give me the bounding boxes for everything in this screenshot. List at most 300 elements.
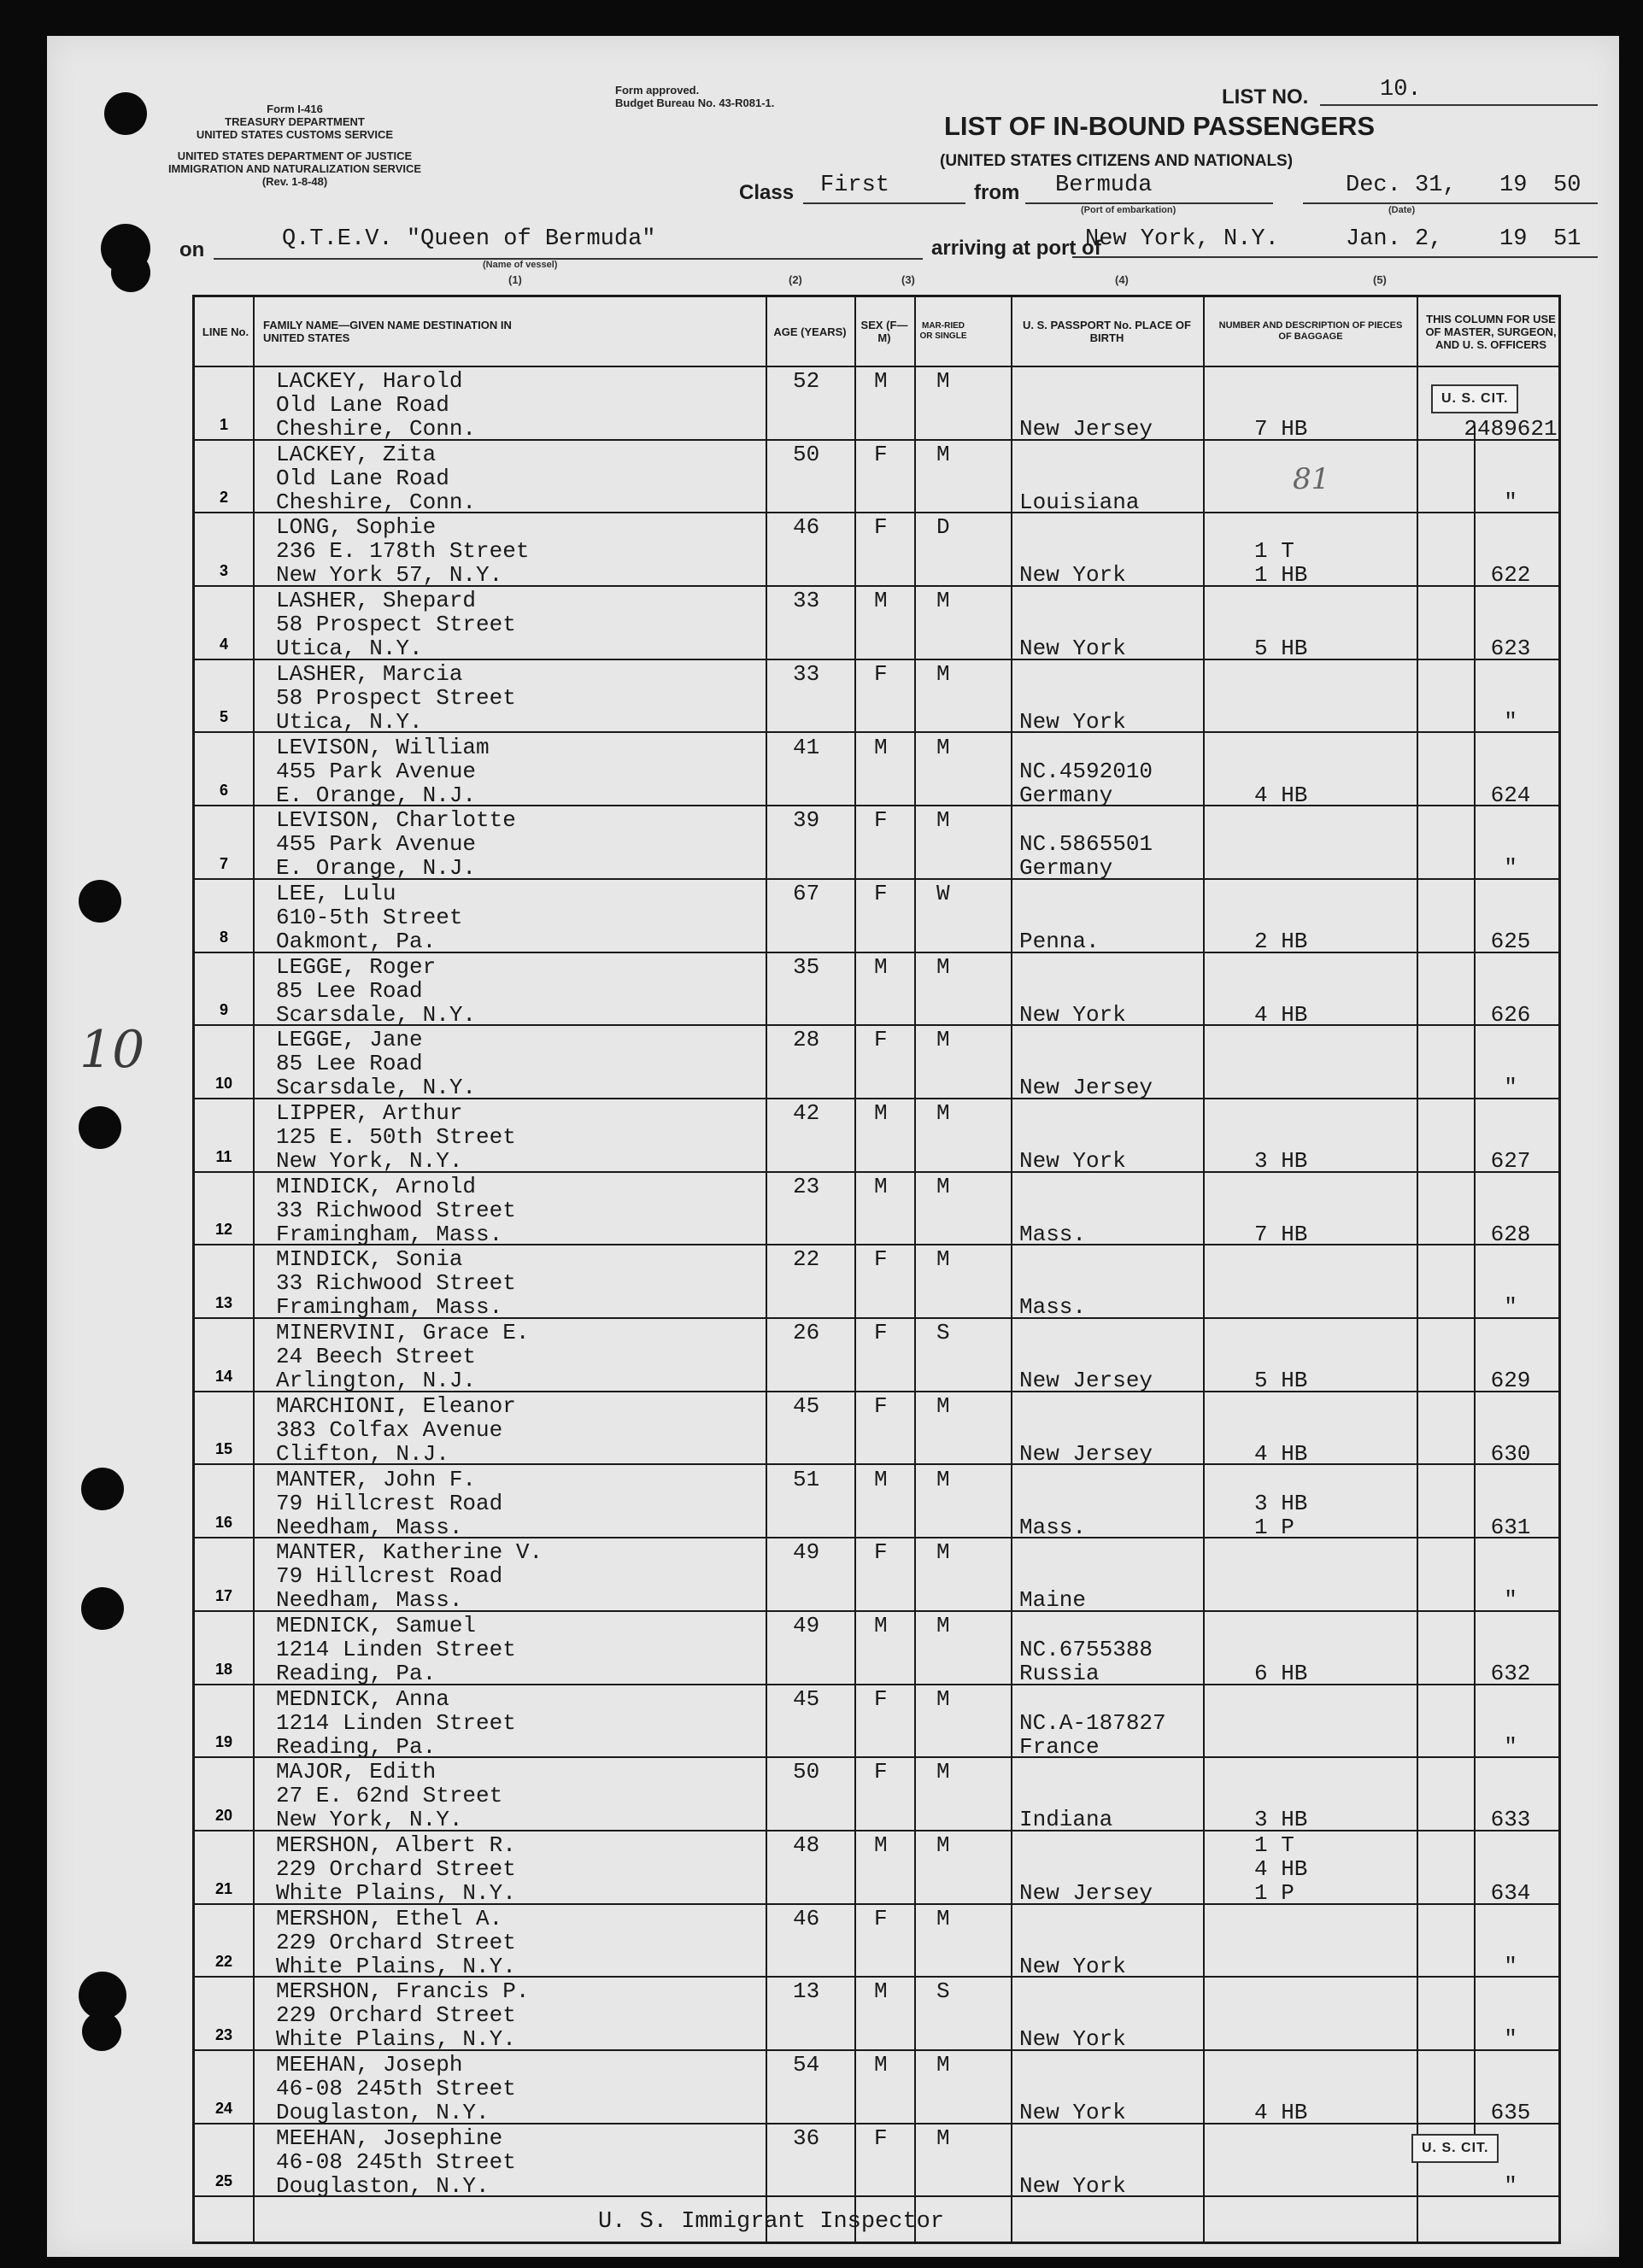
place-of-birth: New Jersey (1019, 1368, 1153, 1394)
col-married: MAR-RIED OR SINGLE (919, 321, 967, 341)
baggage-line-3: 5 HB (1254, 1368, 1308, 1394)
passenger-sex: M (874, 1978, 888, 2005)
vessel-name: Q.T.E.V. "Queen of Bermuda" (282, 226, 656, 252)
justice-block (150, 149, 440, 188)
col-passport: U. S. PASSPORT No. PLACE OF BIRTH (1023, 319, 1191, 344)
place-of-birth: New Jersey (1019, 1075, 1153, 1101)
passenger-address: 58 Prospect Street (276, 612, 516, 638)
passenger-sex: F (874, 1027, 888, 1053)
baggage-line-3: 5 HB (1254, 636, 1308, 662)
passenger-name: MEEHAN, Josephine (276, 2124, 503, 2151)
col-number-5: (5) (1373, 273, 1387, 286)
officer-number: " (1504, 1587, 1517, 1614)
line-number: 19 (214, 1733, 233, 1751)
passenger-address: 455 Park Avenue (276, 831, 477, 858)
passenger-row (195, 806, 1558, 880)
passenger-address: 610-5th Street (276, 904, 463, 930)
passenger-age: 49 (793, 1612, 820, 1638)
passenger-city: Cheshire, Conn. (276, 416, 477, 442)
line-number: 20 (214, 1806, 233, 1824)
vessel-caption: (Name of vessel) (483, 260, 558, 270)
marital-status: M (936, 1246, 950, 1273)
on-label: on (179, 238, 205, 261)
passenger-sex: F (874, 880, 888, 906)
passenger-address: 24 Beech Street (276, 1344, 477, 1370)
passport-number: NC.6755388 (1019, 1636, 1153, 1662)
passenger-city: Cheshire, Conn. (276, 489, 477, 515)
line-number: 24 (214, 2099, 233, 2117)
passenger-age: 46 (793, 1905, 820, 1931)
passenger-address: 33 Richwood Street (276, 1270, 516, 1297)
place-of-birth: Mass. (1019, 1221, 1087, 1247)
passenger-row (195, 1758, 1558, 1831)
passenger-sex: M (874, 1466, 888, 1492)
passenger-city: Needham, Mass. (276, 1587, 463, 1614)
place-of-birth: France (1019, 1733, 1100, 1760)
officer-number: 633 (1490, 1807, 1531, 1833)
passenger-address: 1214 Linden Street (276, 1636, 516, 1662)
passenger-name: MERSHON, Ethel A. (276, 1905, 503, 1931)
line-number: 14 (214, 1367, 233, 1385)
place-of-birth: New York (1019, 708, 1126, 735)
passport-number: NC.5865501 (1019, 831, 1153, 858)
passenger-row (195, 660, 1558, 734)
line-number: 16 (214, 1514, 233, 1532)
passenger-sex: M (874, 1173, 888, 1199)
passenger-address: 229 Orchard Street (276, 1929, 516, 1955)
baggage-line-2: 3 HB (1254, 1490, 1308, 1516)
passenger-address: 79 Hillcrest Road (276, 1563, 503, 1590)
binder-hole-1 (104, 92, 147, 135)
officer-number: " (1504, 2026, 1517, 2053)
passenger-row (195, 1831, 1558, 1905)
passenger-city: Douglaston, N.Y. (276, 2100, 490, 2126)
passenger-address: 1214 Linden Street (276, 1709, 516, 1736)
passenger-age: 52 (793, 368, 820, 394)
passenger-row (195, 1685, 1558, 1759)
officer-number: 625 (1490, 928, 1531, 954)
place-of-birth: Indiana (1019, 1807, 1113, 1833)
passenger-age: 50 (793, 1759, 820, 1785)
marital-status: M (936, 1612, 950, 1638)
binder-hole-9 (82, 2012, 121, 2051)
passenger-row (195, 1538, 1558, 1612)
line-number: 11 (215, 1147, 232, 1165)
passenger-sex: F (874, 807, 888, 834)
passenger-sex: M (874, 734, 888, 760)
passenger-table (192, 295, 1561, 2244)
passenger-age: 54 (793, 2052, 820, 2078)
passenger-age: 26 (793, 1320, 820, 1346)
class-label: Class (739, 181, 795, 204)
marital-status: S (936, 1978, 950, 2005)
budget-block (615, 84, 837, 109)
line-number: 18 (214, 1660, 233, 1678)
from-label: from (974, 181, 1020, 204)
passenger-sex: M (874, 588, 888, 614)
passenger-sex: F (874, 1685, 888, 1712)
line-number: 17 (214, 1586, 233, 1604)
passenger-age: 67 (793, 880, 820, 906)
passenger-age: 51 (793, 1466, 820, 1492)
passenger-row (195, 1905, 1558, 1978)
marital-status: M (936, 2052, 950, 2078)
baggage-line-1: 1 T (1254, 1832, 1294, 1858)
baggage-line-2: 4 HB (1254, 1856, 1308, 1882)
officer-number: " (1504, 2172, 1517, 2199)
place-of-birth: New Jersey (1019, 1440, 1153, 1467)
place-of-birth: Germany (1019, 782, 1113, 808)
passenger-sex: F (874, 1320, 888, 1346)
passenger-row (195, 880, 1558, 953)
passenger-age: 35 (793, 953, 820, 980)
officer-number: 630 (1490, 1440, 1531, 1467)
passenger-age: 45 (793, 1392, 820, 1419)
line-number: 8 (219, 928, 228, 946)
passenger-sex: M (874, 368, 888, 394)
baggage-line-3: 6 HB (1254, 1660, 1308, 1686)
passenger-sex: M (874, 1832, 888, 1858)
passenger-city: Clifton, N.J. (276, 1440, 449, 1467)
passenger-name: MANTER, Katherine V. (276, 1539, 543, 1566)
baggage-line-3: 4 HB (1254, 1440, 1308, 1467)
passenger-age: 33 (793, 660, 820, 687)
line-number: 25 (214, 2172, 233, 2190)
passenger-name: MANTER, John F. (276, 1466, 477, 1492)
marital-status: M (936, 734, 950, 760)
justice-dept: UNITED STATES DEPARTMENT OF JUSTICE (177, 149, 413, 162)
line-number: 21 (214, 1879, 233, 1897)
form-number: Form I-416 (267, 103, 323, 115)
passenger-city: White Plains, N.Y. (276, 1953, 516, 1979)
line-number: 23 (214, 2026, 233, 2044)
passenger-row (195, 587, 1558, 660)
form-agency-block (158, 103, 431, 141)
line-number: 12 (214, 1221, 233, 1239)
passenger-age: 50 (793, 441, 820, 467)
officer-number: 2489621 (1464, 416, 1558, 442)
marital-status: M (936, 2124, 950, 2151)
passenger-address: 229 Orchard Street (276, 2002, 516, 2029)
officer-number: 632 (1490, 1660, 1531, 1686)
passenger-address: 46-08 245th Street (276, 2148, 516, 2175)
passenger-name: LASHER, Shepard (276, 588, 477, 614)
passenger-row (195, 367, 1558, 441)
place-of-birth: New Jersey (1019, 416, 1153, 442)
col-number-1: (1) (508, 273, 522, 286)
officer-number: " (1504, 489, 1517, 515)
officer-number: 623 (1490, 636, 1531, 662)
arrival-line (1072, 256, 1598, 258)
date-line (1303, 202, 1598, 204)
col-officers: THIS COLUMN FOR USE OF MASTER, SURGEON, AND U. S. OFFICERS (1425, 312, 1557, 351)
place-of-birth: New York (1019, 1953, 1126, 1979)
line-number: 3 (219, 562, 228, 580)
page-subtitle: (UNITED STATES CITIZENS AND NATIONALS) (940, 152, 1294, 170)
passenger-name: LEVISON, William (276, 734, 490, 760)
passenger-name: LACKEY, Harold (276, 368, 463, 394)
officer-number: 628 (1490, 1221, 1531, 1247)
passenger-address: Old Lane Road (276, 465, 449, 491)
passenger-row (195, 513, 1558, 587)
place-of-birth: Mass. (1019, 1514, 1087, 1540)
passenger-city: E. Orange, N.J. (276, 782, 477, 808)
passenger-name: MARCHIONI, Eleanor (276, 1392, 516, 1419)
passenger-city: Reading, Pa. (276, 1660, 437, 1686)
passenger-row (195, 1319, 1558, 1392)
marital-status: M (936, 368, 950, 394)
officer-note-81: 81 (1293, 462, 1330, 496)
passenger-address: 33 Richwood Street (276, 1197, 516, 1223)
marital-status: M (936, 1759, 950, 1785)
marital-status: M (936, 1173, 950, 1199)
binder-hole-7 (81, 1587, 124, 1630)
passenger-age: 22 (793, 1246, 820, 1273)
passenger-name: MERSHON, Albert R. (276, 1832, 516, 1858)
us-citizen-stamp-bottom: U. S. CIT. (1411, 2134, 1499, 2163)
binder-hole-4 (79, 880, 121, 923)
arrival-nineteen: 19 (1499, 226, 1528, 252)
binder-hole-3 (111, 253, 150, 292)
line-number: 7 (219, 854, 228, 872)
arrival-year: 51 (1553, 226, 1581, 252)
class-line (803, 202, 965, 204)
passenger-address: 236 E. 178th Street (276, 538, 530, 565)
passport-number: NC.4592010 (1019, 758, 1153, 784)
passenger-row (195, 1026, 1558, 1099)
line-number: 22 (214, 1953, 233, 1971)
passenger-row (195, 441, 1558, 514)
marital-status: M (936, 1100, 950, 1126)
passenger-name: LEE, Lulu (276, 880, 396, 906)
passenger-name: LASHER, Marcia (276, 660, 463, 687)
passenger-row (195, 953, 1558, 1027)
passenger-address: 85 Lee Road (276, 1051, 423, 1077)
col-sex: SEX (F—M) (860, 319, 908, 344)
passenger-row (195, 1612, 1558, 1685)
passenger-city: Oakmont, Pa. (276, 928, 437, 954)
passenger-city: White Plains, N.Y. (276, 1880, 516, 1906)
passenger-age: 45 (793, 1685, 820, 1712)
passenger-sex: F (874, 2124, 888, 2151)
date-nineteen: 19 (1499, 173, 1528, 198)
passenger-row (195, 1392, 1558, 1466)
arrival-date: Jan. 2, (1346, 226, 1443, 252)
line-number: 5 (219, 708, 228, 726)
passenger-city: E. Orange, N.J. (276, 855, 477, 882)
col-name: FAMILY NAME—GIVEN NAME DESTINATION IN UNITED STATES (263, 319, 512, 344)
place-of-birth: New York (1019, 562, 1126, 589)
binder-hole-5 (79, 1106, 121, 1149)
date-year: 50 (1553, 173, 1581, 198)
passenger-address: 58 Prospect Street (276, 684, 516, 711)
officer-number: 627 (1490, 1148, 1531, 1174)
marital-status: M (936, 660, 950, 687)
baggage-line-2: 1 T (1254, 538, 1294, 565)
officer-number: 624 (1490, 782, 1531, 808)
baggage-line-3: 7 HB (1254, 1221, 1308, 1247)
vessel-line (214, 258, 923, 260)
marital-status: M (936, 441, 950, 467)
line-number: 10 (214, 1074, 233, 1092)
line-number: 13 (214, 1294, 233, 1312)
place-of-birth: New York (1019, 1148, 1126, 1174)
passenger-sex: M (874, 1100, 888, 1126)
passenger-row (195, 1466, 1558, 1539)
place-of-birth: Russia (1019, 1660, 1100, 1686)
baggage-line-3: 1 HB (1254, 562, 1308, 589)
from-line (1025, 202, 1273, 204)
passenger-name: MINDICK, Sonia (276, 1246, 463, 1273)
passenger-sex: M (874, 2052, 888, 2078)
passenger-age: 39 (793, 807, 820, 834)
passport-number: NC.A-187827 (1019, 1709, 1166, 1736)
place-of-birth: Penna. (1019, 928, 1100, 954)
place-of-birth: Louisiana (1019, 489, 1140, 515)
baggage-line-3: 3 HB (1254, 1807, 1308, 1833)
col-number-2: (2) (789, 273, 802, 286)
passenger-city: Framingham, Mass. (276, 1294, 503, 1321)
passenger-sex: F (874, 1246, 888, 1273)
arrival-port: New York, N.Y. (1085, 226, 1279, 252)
officer-number: " (1504, 855, 1517, 882)
line-number: 2 (219, 489, 228, 507)
line-number: 15 (214, 1440, 233, 1458)
col-baggage: NUMBER AND DESCRIPTION OF PIECES OF BAGGAGE (1218, 320, 1403, 342)
passenger-row (195, 2051, 1558, 2124)
list-no-line (1320, 104, 1598, 106)
passenger-address: 79 Hillcrest Road (276, 1490, 503, 1516)
passenger-sex: F (874, 1539, 888, 1566)
passenger-sex: F (874, 1905, 888, 1931)
passenger-city: Utica, N.Y. (276, 708, 423, 735)
marital-status: W (936, 880, 950, 906)
date-value: Dec. 31, (1346, 173, 1457, 198)
port-caption: (Port of embarkation) (1081, 205, 1177, 215)
page-title: LIST OF IN-BOUND PASSENGERS (944, 111, 1376, 141)
line-number: 6 (219, 782, 228, 800)
col-number-4: (4) (1115, 273, 1129, 286)
passenger-address: 125 E. 50th Street (276, 1124, 516, 1150)
passenger-city: White Plains, N.Y. (276, 2026, 516, 2053)
place-of-birth: Maine (1019, 1587, 1087, 1614)
officer-number: " (1504, 708, 1517, 735)
col-age: AGE (YEARS) (773, 325, 847, 338)
passenger-name: MEEHAN, Joseph (276, 2052, 463, 2078)
place-of-birth: New York (1019, 2026, 1126, 2053)
passenger-age: 46 (793, 514, 820, 541)
place-of-birth: New York (1019, 2100, 1126, 2126)
officer-number: " (1504, 1733, 1517, 1760)
marital-status: M (936, 1027, 950, 1053)
passenger-row (195, 1099, 1558, 1173)
passenger-city: Douglaston, N.Y. (276, 2172, 490, 2199)
baggage-line-3: 1 P (1254, 1880, 1294, 1906)
passenger-address: 455 Park Avenue (276, 758, 477, 784)
baggage-line-3: 2 HB (1254, 928, 1308, 954)
passenger-city: Needham, Mass. (276, 1514, 463, 1540)
officer-number: " (1504, 1294, 1517, 1321)
place-of-birth: New Jersey (1019, 1880, 1153, 1906)
passenger-row (195, 2124, 1558, 2198)
from-value: Bermuda (1055, 173, 1153, 198)
ins-service: IMMIGRATION AND NATURALIZATION SERVICE (167, 162, 422, 175)
passenger-name: LEGGE, Roger (276, 953, 437, 980)
passenger-age: 33 (793, 588, 820, 614)
passenger-sex: F (874, 514, 888, 541)
passenger-age: 36 (793, 2124, 820, 2151)
place-of-birth: Mass. (1019, 1294, 1087, 1321)
passenger-age: 48 (793, 1832, 820, 1858)
form-approved: Form approved. (615, 84, 700, 97)
passenger-city: New York 57, N.Y. (276, 562, 503, 589)
marital-status: D (936, 514, 950, 541)
officer-number: 635 (1490, 2100, 1531, 2126)
officer-number: 622 (1490, 562, 1531, 589)
revision-date: (Rev. 1-8-48) (261, 175, 328, 188)
passenger-city: New York, N.Y. (276, 1807, 463, 1833)
passenger-sex: M (874, 953, 888, 980)
arriving-label: arriving at port of (931, 237, 1101, 260)
passenger-address: 229 Orchard Street (276, 1856, 516, 1882)
passenger-address: 27 E. 62nd Street (276, 1783, 503, 1809)
passenger-name: LONG, Sophie (276, 514, 437, 541)
baggage-line-3: 4 HB (1254, 1001, 1308, 1028)
col-line-no: LINE No. (202, 325, 249, 338)
passenger-name: LIPPER, Arthur (276, 1100, 463, 1126)
baggage-line-3: 1 P (1254, 1514, 1294, 1540)
passenger-sex: F (874, 1392, 888, 1419)
marital-status: M (936, 1832, 950, 1858)
passenger-city: Scarsdale, N.Y. (276, 1001, 477, 1028)
treasury-dept: TREASURY DEPARTMENT (225, 115, 365, 128)
officer-number: " (1504, 1953, 1517, 1979)
class-value: First (820, 173, 890, 198)
marital-status: M (936, 588, 950, 614)
line-number: 4 (219, 635, 228, 653)
marital-status: M (936, 953, 950, 980)
officer-number: 631 (1490, 1514, 1531, 1540)
officer-number: " (1504, 1075, 1517, 1101)
passenger-row (195, 734, 1558, 807)
passenger-sex: F (874, 1759, 888, 1785)
list-no-label: LIST NO. (1222, 85, 1309, 108)
baggage-line-3: 4 HB (1254, 782, 1308, 808)
place-of-birth: Germany (1019, 855, 1113, 882)
passenger-address: 85 Lee Road (276, 977, 423, 1004)
list-no-value: 10. (1380, 77, 1422, 103)
place-of-birth: New York (1019, 1001, 1126, 1028)
passenger-city: Arlington, N.J. (276, 1368, 477, 1394)
date-caption: (Date) (1388, 205, 1416, 215)
passenger-name: MINERVINI, Grace E. (276, 1320, 530, 1346)
budget-bureau: Budget Bureau No. 43-R081-1. (615, 97, 775, 109)
passenger-row (195, 1173, 1558, 1246)
passenger-name: MEDNICK, Samuel (276, 1612, 477, 1638)
passenger-city: Utica, N.Y. (276, 636, 423, 662)
passenger-name: LEGGE, Jane (276, 1027, 423, 1053)
customs-service: UNITED STATES CUSTOMS SERVICE (196, 128, 394, 141)
passenger-name: LACKEY, Zita (276, 441, 437, 467)
passenger-name: MERSHON, Francis P. (276, 1978, 530, 2005)
passenger-sex: M (874, 1612, 888, 1638)
passenger-age: 13 (793, 1978, 820, 2005)
passenger-city: Framingham, Mass. (276, 1221, 503, 1247)
baggage-line-3: 4 HB (1254, 2100, 1308, 2126)
passenger-sex: F (874, 441, 888, 467)
line-number: 1 (219, 415, 228, 433)
col-number-3: (3) (901, 273, 915, 286)
